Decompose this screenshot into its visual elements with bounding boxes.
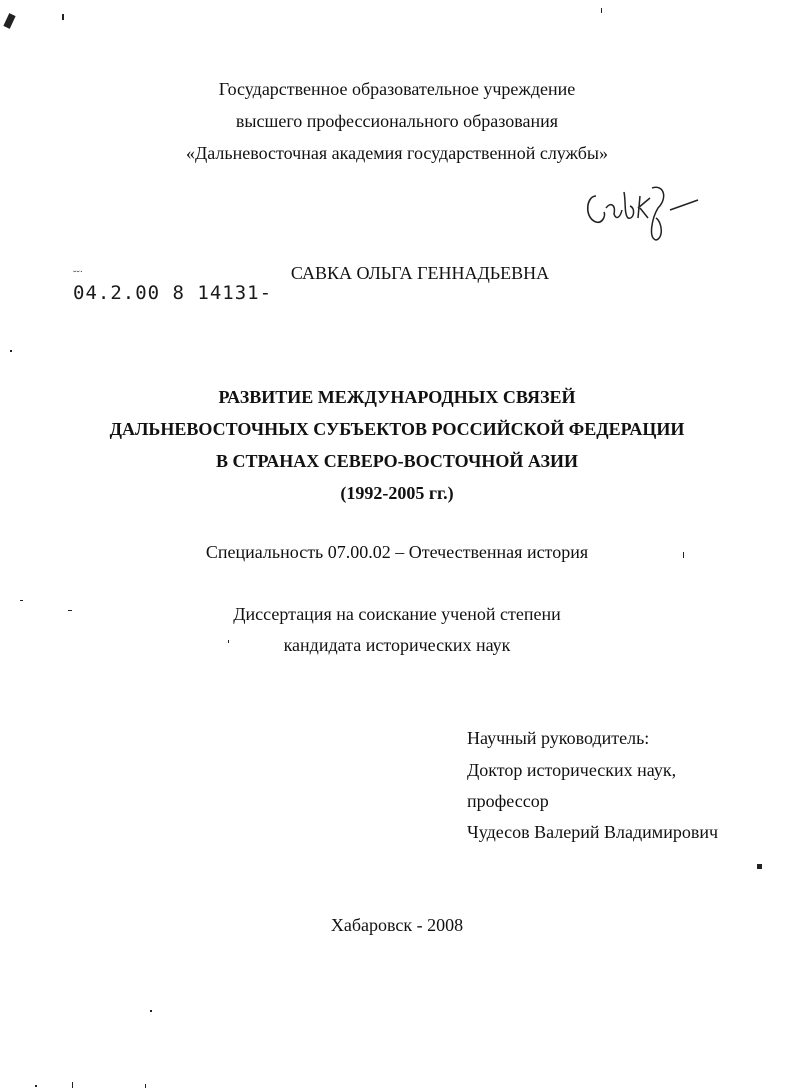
dissertation-line-1: Диссертация на соискание ученой степени [233,604,561,624]
author-name: САВКА ОЛЬГА ГЕННАДЬЕВНА [290,263,550,283]
scan-speck [72,1082,73,1088]
catalog-marks: ˘˘˙ [73,270,83,281]
scan-speck [757,864,762,869]
supervisor-label: Научный руководитель: [467,728,650,748]
scan-speck [601,8,602,13]
scan-speck [35,1085,37,1087]
scan-speck [20,600,23,601]
institution-line-2: высшего профессионального образования [235,111,559,131]
specialty: Специальность 07.00.02 – Отечественная история [205,542,589,562]
scan-speck [62,14,64,20]
supervisor-degree: Доктор исторических наук, [467,760,677,780]
scan-mark-top-left [3,13,15,29]
title-line-2: ДАЛЬНЕВОСТОЧНЫХ СУБЪЕКТОВ РОССИЙСКОЙ ФЕДЕРАЦИИ [109,419,685,439]
scan-speck [10,350,12,352]
title-years: (1992-2005 гг.) [340,483,454,503]
institution-line-1: Государственное образовательное учреждение [218,79,576,99]
title-line-3: В СТРАНАХ СЕВЕРО-ВОСТОЧНОЙ АЗИИ [216,451,578,471]
catalog-number: 04.2.00 8 14131- [73,282,273,304]
supervisor-name: Чудесов Валерий Владимирович [467,822,719,842]
institution-line-3: «Дальневосточная академия государственной службы» [185,143,609,163]
handwritten-signature [582,178,712,250]
scan-speck [150,1010,152,1012]
dissertation-line-2: кандидата исторических наук [283,635,511,655]
title-line-1: РАЗВИТИЕ МЕЖДУНАРОДНЫХ СВЯЗЕЙ [218,387,576,407]
supervisor-rank: профессор [467,791,549,811]
scan-speck [145,1084,146,1088]
place-year: Хабаровск - 2008 [330,915,464,935]
